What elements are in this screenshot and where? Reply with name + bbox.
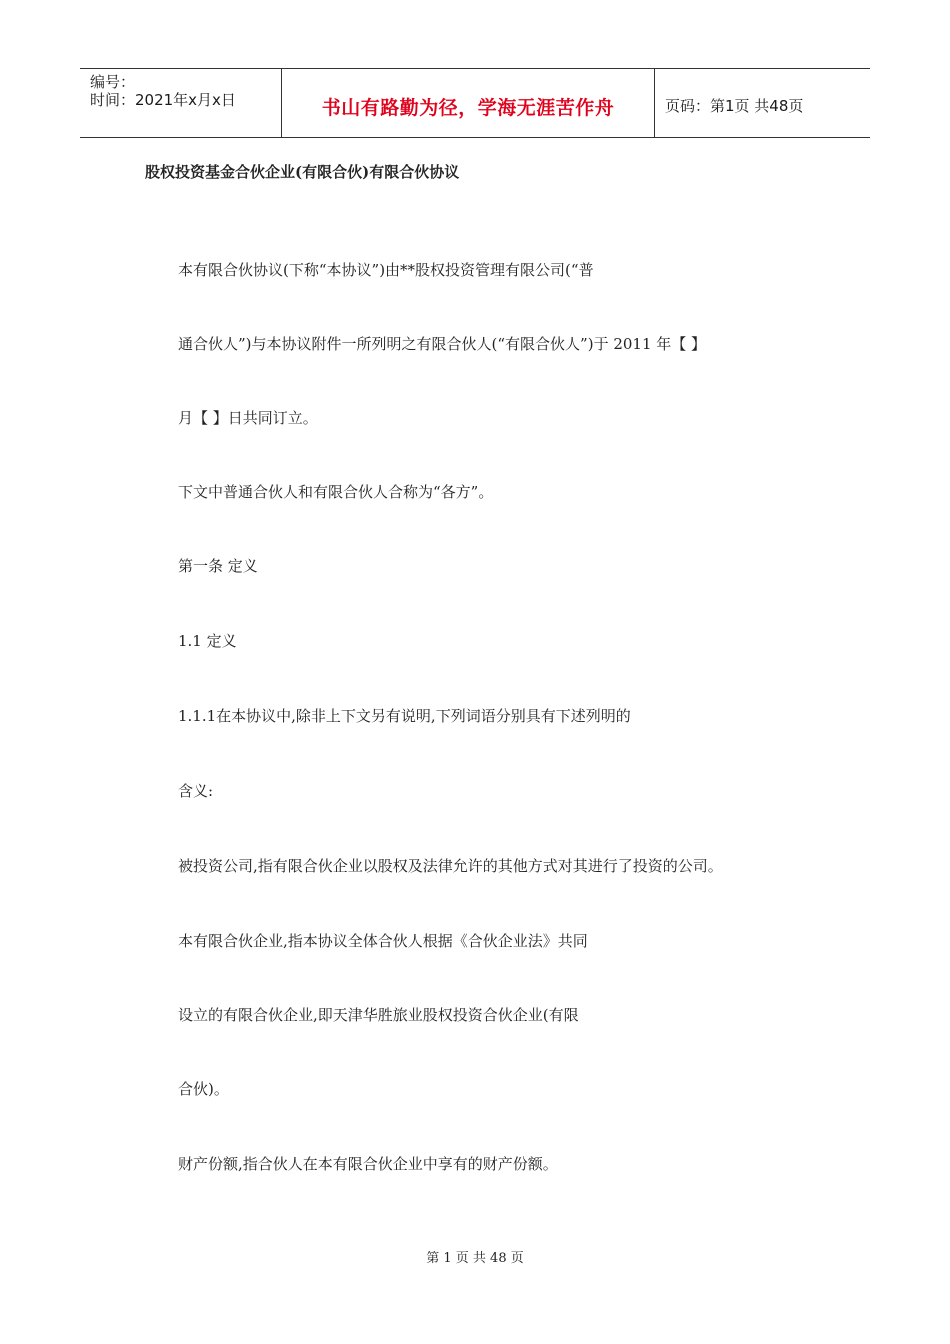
document-line: 被投资公司,指有限合伙企业以股权及法律允许的其他方式对其进行了投资的公司。 xyxy=(178,857,723,875)
header-left-cell xyxy=(80,69,282,137)
subsection-heading: 1.1 定义 xyxy=(178,632,237,650)
date-line: 时间：2021年x月x日 xyxy=(90,91,236,109)
document-line: 1.1.1在本协议中,除非上下文另有说明,下列词语分别具有下述列明的 xyxy=(178,707,631,725)
page-footer: 第 1 页 共 48 页 xyxy=(426,1251,524,1266)
document-line: 本有限合伙企业,指本协议全体合伙人根据《合伙企业法》共同 xyxy=(178,932,588,950)
document-line: 含义: xyxy=(178,782,214,800)
document-line: 月【 】日共同订立。 xyxy=(178,409,318,427)
document-line: 财产份额,指合伙人在本有限合伙企业中享有的财产份额。 xyxy=(178,1155,558,1173)
document-line: 通合伙人”)与本协议附件一所列明之有限合伙人(“有限合伙人”)于 2011 年【 】 xyxy=(178,335,707,353)
document-line: 设立的有限合伙企业,即天津华胜旅业股权投资合伙企业(有限 xyxy=(178,1006,579,1024)
header-table xyxy=(80,68,870,138)
document-line: 本有限合伙协议(下称“本协议”)由**股权投资管理有限公司(“普 xyxy=(178,261,594,279)
document-line: 下文中普通合伙人和有限合伙人合称为“各方”。 xyxy=(178,483,494,501)
header-right-cell xyxy=(655,69,870,137)
serial-label: 编号： xyxy=(90,73,136,91)
document-title: 股权投资基金合伙企业(有限合伙)有限合伙协议 xyxy=(145,163,460,181)
document-line: 合伙)。 xyxy=(178,1080,229,1098)
section-heading: 第一条 定义 xyxy=(178,557,258,575)
motto: 书山有路勤为径，学海无涯苦作舟 xyxy=(321,96,615,119)
header-mid-cell xyxy=(282,69,655,137)
header-page-info: 页码：第1页 共48页 xyxy=(665,96,804,115)
